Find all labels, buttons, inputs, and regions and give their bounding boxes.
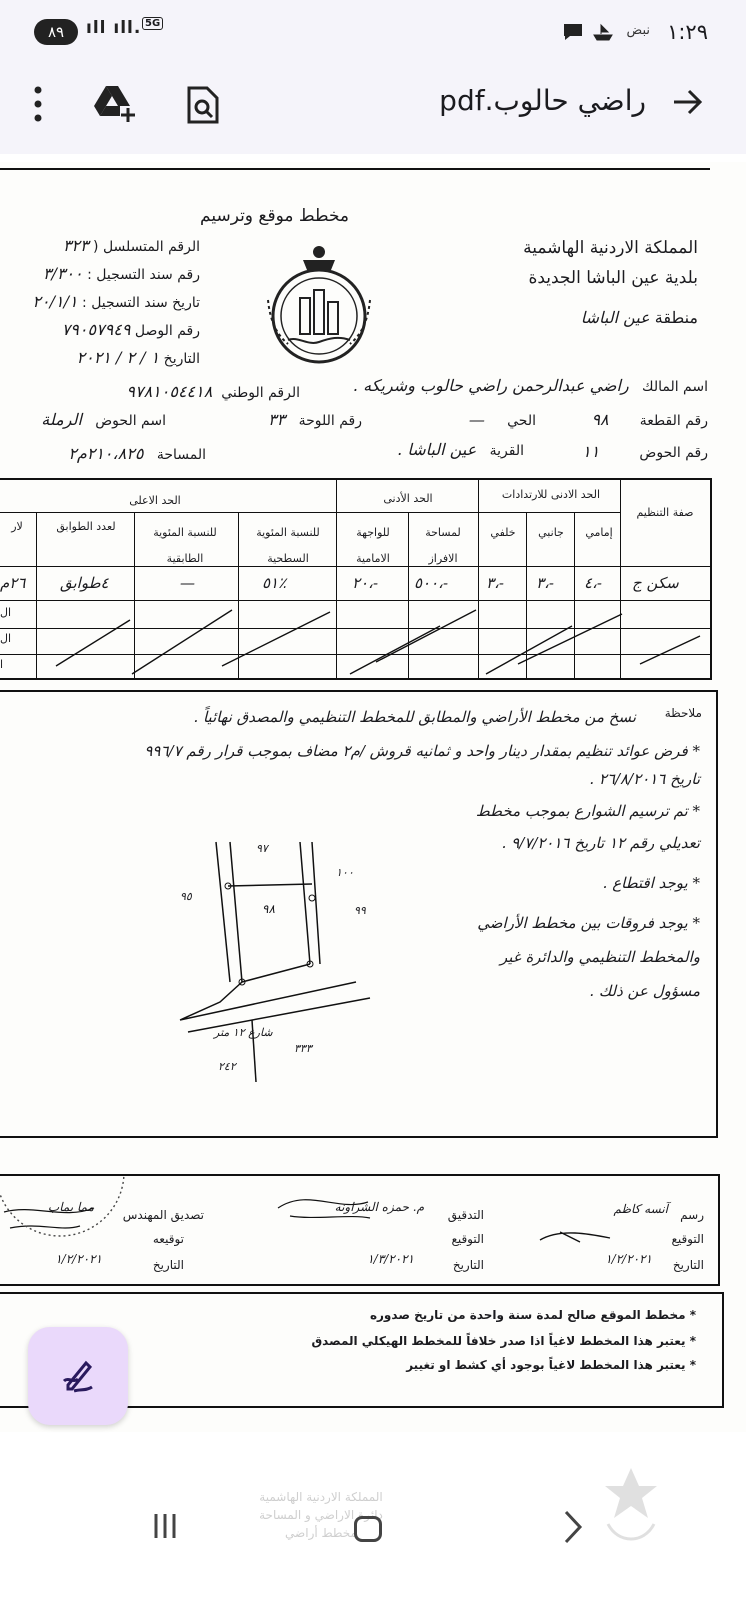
reg-doc-label: رقم سند التسجيل :: [87, 267, 200, 283]
receipt-label: رقم الوصل: [134, 323, 200, 339]
find-in-page-icon[interactable]: [186, 86, 220, 124]
serial-number: [63, 236, 200, 255]
drawn-date-label: التاريخ: [672, 1258, 704, 1272]
audit-label: التدقيق: [447, 1208, 484, 1222]
col-rear: خلفي: [490, 526, 516, 539]
watermark-emblem-icon: [598, 1464, 664, 1554]
sketch-neighbor-4: ١٠٠: [336, 866, 354, 879]
drawn-sign-label: التوقيع: [671, 1232, 704, 1246]
audit-name: م. حمزه الشراونه: [334, 1200, 424, 1214]
sketch-street-label: شارع ١٢ متر: [214, 1026, 273, 1039]
signal-bars-icon: ıll ıll.: [86, 18, 142, 38]
edit-pen-icon: [60, 1357, 96, 1395]
registration-date: [32, 292, 200, 311]
receipt-value: ٧٩٠٥٧٩٤٩: [61, 320, 131, 339]
basin-name-value: الرملة: [41, 410, 82, 429]
col-lot-area: لمساحة الافراز: [425, 526, 461, 565]
municipality-emblem-icon: [258, 240, 380, 370]
engineer-sign-label: توقيعه: [152, 1232, 184, 1246]
engineer-label: تصديق المهندس: [122, 1208, 204, 1222]
notes-label: ملاحظة: [664, 706, 702, 720]
bottom-area: [0, 1444, 746, 1600]
district-label: الحي: [507, 413, 536, 429]
audit-date: ١/٣/٢٠٢١: [367, 1252, 414, 1266]
val-front: ٤،-: [584, 574, 602, 592]
engineer-date: ١/٢/٢٠٢١: [55, 1252, 102, 1266]
app-bar: [0, 62, 746, 154]
area-label: المساحة: [156, 447, 206, 463]
board-value: ٣٣: [268, 410, 286, 429]
note-line-4: * تم ترسيم الشوارع بموجب مخطط: [475, 802, 700, 820]
audit-sign-label: التوقيع: [451, 1232, 484, 1246]
issuer-header: [523, 238, 698, 327]
district-row: [469, 410, 536, 429]
note-line-6: * يوجد اقتطاع .: [602, 874, 700, 892]
pdf-viewer[interactable]: [0, 154, 746, 1444]
edge-label-3: ا: [0, 658, 4, 671]
note-line-7: * يوجد فروقات بين مخطط الأراضي: [477, 914, 700, 932]
chat-bubble-icon: [562, 22, 584, 42]
kingdom-name: المملكة الاردنية الهاشمية: [523, 238, 698, 258]
back-arrow-icon[interactable]: [668, 84, 708, 124]
note-line-3: تاريخ ٢٦/٨/٢٠١٦ .: [589, 770, 700, 788]
page-top-border: [0, 168, 710, 170]
board-row: [268, 410, 362, 429]
signature-scribbles: [0, 1176, 720, 1286]
note-line-9: مسؤول عن ذلك .: [589, 982, 700, 1000]
sketch-neighbor-6: ٣٣٣: [294, 1042, 312, 1055]
region-label: منطقة: [654, 308, 698, 327]
note-line-2: * فرض عوائد تنظيم بمقدار دينار واحد و ثمانيه قروش /م٢ مضاف بموجب قرار رقم ٩٩٦/٧: [144, 742, 700, 760]
engineer-date-label: التاريخ: [152, 1258, 184, 1272]
issue-date: [77, 348, 200, 367]
col-coverage: للنسبة المئوية السطحية: [256, 526, 320, 565]
edit-fab-button[interactable]: [28, 1327, 128, 1425]
boat-icon: [592, 22, 614, 42]
notification-icons: [562, 22, 614, 42]
val-side: ٣،-: [536, 574, 554, 592]
notes-section: [0, 690, 718, 1138]
network-type-badge: 5G: [142, 17, 163, 30]
watermark-line-1: المملكة الاردنية الهاشمية: [259, 1490, 383, 1504]
val-coverage: ٥١٪: [262, 574, 287, 592]
national-id-row: [126, 382, 300, 401]
back-icon[interactable]: [562, 1510, 584, 1544]
sketch-neighbor-2: ٩٥: [180, 890, 192, 903]
note-line-8: والمخطط التنظيمي والدائرة غير: [500, 948, 700, 966]
serial-value: ٣٢٣: [62, 236, 89, 255]
region-line: [523, 308, 698, 327]
status-carrier: نبض: [626, 23, 650, 38]
document-title: راضي حالوب.pdf: [439, 84, 646, 117]
status-bar: [0, 0, 746, 62]
audit-date-label: التاريخ: [452, 1258, 484, 1272]
plot-label: رقم القطعة: [639, 413, 708, 429]
sketch-neighbor-5: ٢٤٢: [218, 1060, 236, 1073]
battery-indicator: ٨٩: [34, 19, 78, 45]
val-floor-ratio: —: [180, 574, 195, 592]
col-height: لار: [11, 520, 23, 533]
note-line-5: تعديلي رقم ١٢ تاريخ ٩/٧/٢٠١٦ .: [501, 834, 700, 852]
val-height: ٢٦م: [0, 574, 26, 592]
val-floors: ٤طوابق: [60, 574, 109, 592]
validity-line-3: * يعتبر هذا المخطط لاغياً بوجود أي كشط او تغيير: [406, 1358, 696, 1372]
sketch-neighbor-1: ٩٧: [256, 842, 268, 855]
region-value: عين الباشا: [580, 308, 650, 327]
area-value: ٢١٠،٨٢٥م٢: [68, 444, 144, 463]
home-icon[interactable]: [354, 1516, 382, 1542]
edge-label-2: ال: [0, 632, 12, 645]
registration-doc: [43, 264, 200, 283]
col-floor-ratio: للنسبة المئوية الطابقية: [153, 526, 217, 565]
pdf-page: [0, 162, 746, 1432]
district-value: —: [468, 410, 485, 429]
watermark-line-3: مخطط أراضي: [285, 1526, 357, 1540]
basin-number-value: ١١: [582, 442, 600, 461]
owner-row: [353, 376, 708, 395]
col-zoning: صفة التنظيم: [636, 506, 694, 519]
status-time: ١:٢٩: [667, 20, 708, 44]
basin-name-row: [41, 410, 166, 429]
sketch-plot-number: ٩٨: [262, 902, 275, 916]
more-vert-icon[interactable]: [28, 82, 48, 126]
group-setbacks-header: الحد الادنى للارتدادات: [501, 488, 601, 501]
validity-line-1: * مخطط الموقع صالح لمدة سنة واحدة من تاريخ صدوره: [369, 1308, 696, 1322]
basin-number-label: رقم الحوض: [639, 445, 708, 461]
val-lot-area: ٥٠٠،-: [414, 574, 449, 592]
col-front: إمامي: [585, 526, 613, 539]
drawn-date: ١/٢/٢٠٢١: [605, 1252, 652, 1266]
serial-label: الرقم المتسلسل (: [93, 239, 200, 255]
date-label: التاريخ: [163, 351, 200, 367]
group-max-header: الحد الاعلى: [129, 494, 181, 507]
reg-doc-value: ٣/٣٠٠: [42, 264, 83, 283]
edge-label-1: ال: [0, 606, 12, 619]
col-frontage: للواجهة الامامية: [356, 526, 390, 565]
empty-cell-strokes: [0, 480, 710, 680]
val-rear: ٣،-: [486, 574, 504, 592]
basin-number-row: [582, 442, 708, 461]
owner-value: راضي عبدالرحمن راضي حالوب وشريكه .: [352, 376, 629, 395]
note-line-1: نسخ من مخطط الأراضي والمطابق للمخطط التنظيمي والمصدق نهائياً .: [193, 708, 636, 726]
plot-row: [591, 410, 708, 429]
watermark-text: [226, 1488, 416, 1542]
group-min-header: الحد الأدنى: [383, 492, 433, 505]
val-frontage: ٢٠،-: [352, 574, 379, 592]
area-row: [68, 444, 206, 463]
date-value: ١ / ٢ / ٢٠٢١: [76, 348, 160, 367]
national-id-label: الرقم الوطني: [221, 385, 300, 401]
municipality-name: بلدية عين الباشا الجديدة: [528, 268, 698, 288]
recent-apps-icon[interactable]: [150, 1512, 180, 1540]
village-row: [397, 440, 524, 459]
val-zoning: سكن ج: [632, 574, 679, 592]
drawn-label: رسم: [680, 1208, 704, 1222]
add-to-drive-icon[interactable]: [92, 84, 136, 124]
signatures-section: [0, 1174, 720, 1286]
watermark-line-2: دائرة الاراضي و المساحة: [259, 1508, 383, 1522]
validity-line-2: * يعتبر هذا المخطط لاغياً اذا صدر خلافاً للمخطط الهيكلي المصدق: [311, 1334, 696, 1348]
basin-name-label: اسم الحوض: [95, 413, 166, 429]
sketch-neighbor-3: ٩٩: [354, 904, 366, 917]
plot-value: ٩٨: [591, 410, 609, 429]
regulation-table: [0, 478, 712, 680]
owner-label: اسم المالك: [642, 379, 708, 395]
national-id-value: ٩٧٨١٠٥٤٤١٨: [126, 382, 213, 401]
village-value: عين الباشا .: [397, 440, 477, 459]
plan-title: مخطط موقع وترسيم: [200, 206, 350, 226]
col-side: جانبي: [538, 526, 564, 539]
reg-date-value: ٢٠/١/١: [32, 292, 78, 311]
engineer-name: مما يماب: [47, 1200, 94, 1214]
village-label: القرية: [489, 443, 524, 459]
reg-date-label: تاريخ سند التسجيل :: [82, 295, 200, 311]
drawn-name: آنسه كاظم: [613, 1202, 668, 1216]
board-label: رقم اللوحة: [298, 413, 362, 429]
receipt-number: [62, 320, 200, 339]
plot-sketch: [160, 832, 390, 1092]
col-floors: لعدد الطوابق: [56, 520, 116, 533]
